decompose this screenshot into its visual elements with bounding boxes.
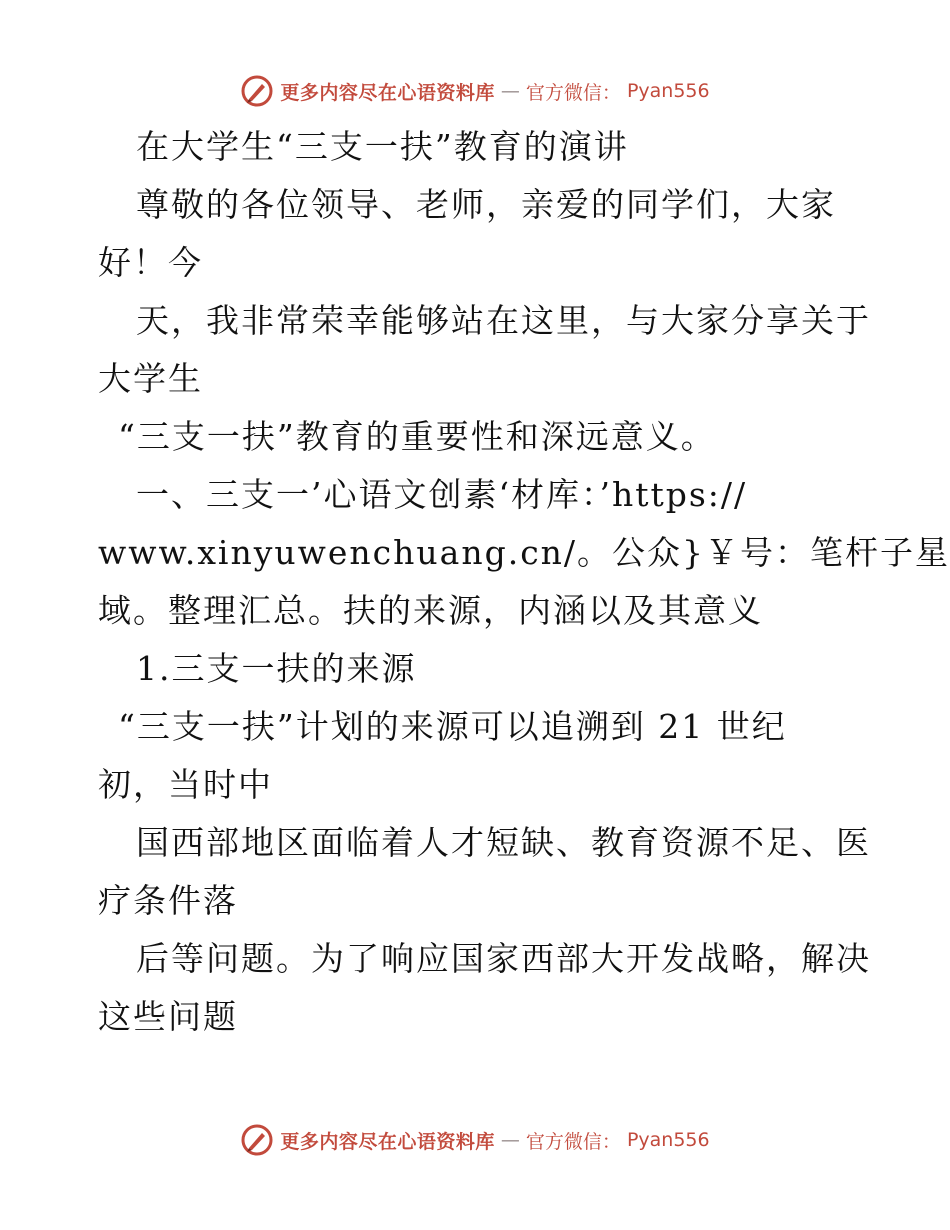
header-banner: [0, 71, 950, 111]
paragraph-line: “三支一扶”计划的来源可以追溯到 21 世纪: [118, 707, 787, 746]
banner-separator: —: [500, 1129, 520, 1151]
footer-banner: [0, 1120, 950, 1160]
paragraph-line: 疗条件落: [98, 881, 238, 920]
banner-wechat-id: Pyan556: [626, 80, 710, 102]
paragraph-line: 后等问题。为了响应国家西部大开发战略，解决: [136, 939, 871, 978]
section-heading: 一、三支一’心语文创素‘材库：’https://: [136, 475, 748, 514]
document-body: [98, 118, 950, 1046]
banner-site-text: 更多内容尽在心语资料库: [280, 81, 495, 104]
banner-wechat-label: 官方微信：: [525, 81, 621, 104]
paragraph-line: 初，当时中: [98, 765, 273, 804]
banner-wechat-id: Pyan556: [626, 1129, 710, 1151]
banner-site-text: 更多内容尽在心语资料库: [280, 1130, 495, 1153]
paragraph-line: 这些问题: [98, 997, 238, 1036]
doc-title: 在大学生“三支一扶”教育的演讲: [136, 127, 629, 166]
subsection-heading: 1.三支一扶的来源: [136, 649, 417, 688]
paragraph-line: 尊敬的各位领导、老师，亲爱的同学们，大家: [136, 185, 836, 224]
paragraph-line: 域。整理汇总。扶的来源，内涵以及其意义: [98, 591, 763, 630]
paragraph-line: 好！今: [98, 243, 203, 282]
quill-logo-icon: [240, 1123, 274, 1157]
quill-logo-icon: [240, 74, 274, 108]
paragraph-line: 天，我非常荣幸能够站在这里，与大家分享关于: [136, 301, 871, 340]
paragraph-line: www.xinyuwenchuang.cn/。公众}￥号：笔杆子星: [98, 533, 950, 572]
banner-wechat-label: 官方微信：: [525, 1130, 621, 1153]
banner-separator: —: [500, 80, 520, 102]
paragraph-line: “三支一扶”教育的重要性和深远意义。: [118, 417, 716, 456]
paragraph-line: 国西部地区面临着人才短缺、教育资源不足、医: [136, 823, 871, 862]
paragraph-line: 大学生: [98, 359, 203, 398]
